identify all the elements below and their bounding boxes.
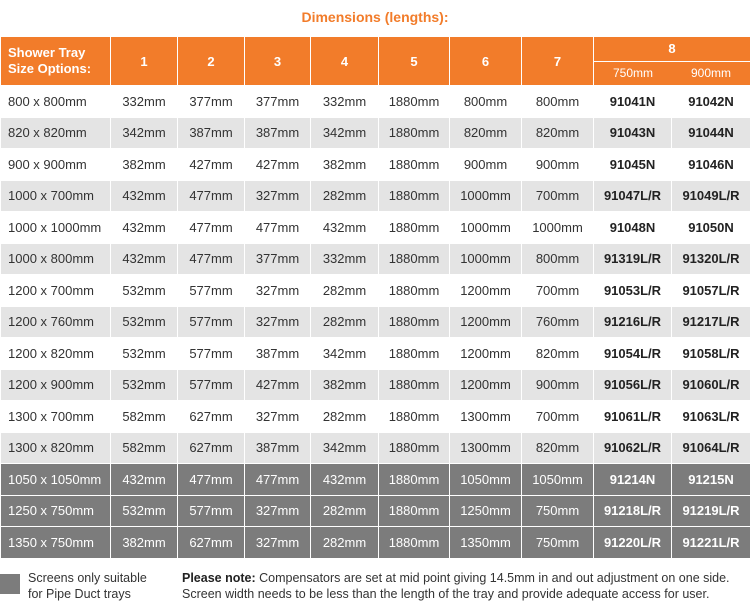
dimension-4-cell: 342mm	[311, 338, 379, 370]
dimension-5-cell: 1880mm	[379, 432, 450, 464]
product-code-750-cell: 91062L/R	[594, 432, 672, 464]
page-title: Dimensions (lengths):	[301, 9, 449, 25]
dimension-4-cell: 432mm	[311, 212, 379, 244]
dimension-6-cell: 1350mm	[450, 527, 522, 559]
dimension-5-cell: 1880mm	[379, 464, 450, 496]
dimension-3-cell: 387mm	[245, 338, 311, 370]
dimension-3-cell: 327mm	[245, 401, 311, 433]
dimension-2-cell: 477mm	[178, 464, 245, 496]
dimension-1-cell: 332mm	[111, 86, 178, 118]
dimension-1-cell: 342mm	[111, 117, 178, 149]
table-row	[1, 306, 750, 338]
dimension-3-cell: 327mm	[245, 495, 311, 527]
product-code-750-cell: 91061L/R	[594, 401, 672, 433]
dimension-5-cell: 1880mm	[379, 180, 450, 212]
dimension-1-cell: 532mm	[111, 275, 178, 307]
product-code-900-cell: 91063L/R	[672, 401, 750, 433]
legend-swatch	[0, 574, 20, 594]
dimension-7-cell: 760mm	[522, 306, 594, 338]
dimension-3-cell: 377mm	[245, 86, 311, 118]
table-body	[1, 86, 750, 559]
dimension-4-cell: 332mm	[311, 243, 379, 275]
dimension-4-cell: 342mm	[311, 432, 379, 464]
dimension-7-cell: 1050mm	[522, 464, 594, 496]
product-code-750-cell: 91319L/R	[594, 243, 672, 275]
header-col-8-number: 8	[594, 37, 750, 62]
dimension-2-cell: 627mm	[178, 401, 245, 433]
table-row	[1, 401, 750, 433]
legend-text-line2: for Pipe Duct trays	[28, 587, 131, 601]
table-row	[1, 464, 750, 496]
dimension-2-cell: 577mm	[178, 275, 245, 307]
dimension-2-cell: 377mm	[178, 86, 245, 118]
table-row	[1, 432, 750, 464]
dimension-4-cell: 382mm	[311, 369, 379, 401]
dimension-3-cell: 377mm	[245, 243, 311, 275]
dimension-2-cell: 387mm	[178, 117, 245, 149]
dimension-5-cell: 1880mm	[379, 338, 450, 370]
product-code-750-cell: 91214N	[594, 464, 672, 496]
table-row	[1, 275, 750, 307]
dimension-4-cell: 282mm	[311, 401, 379, 433]
dimension-1-cell: 582mm	[111, 432, 178, 464]
size-option-cell: 1350 x 750mm	[1, 527, 111, 559]
dimension-5-cell: 1880mm	[379, 117, 450, 149]
dimension-7-cell: 900mm	[522, 149, 594, 181]
dimension-2-cell: 627mm	[178, 527, 245, 559]
product-code-900-cell: 91320L/R	[672, 243, 750, 275]
dimensions-table	[0, 36, 750, 559]
dimension-2-cell: 577mm	[178, 369, 245, 401]
table-row	[1, 338, 750, 370]
dimension-4-cell: 342mm	[311, 117, 379, 149]
dimension-2-cell: 577mm	[178, 338, 245, 370]
product-code-900-cell: 91057L/R	[672, 275, 750, 307]
dimension-6-cell: 1000mm	[450, 243, 522, 275]
dimension-2-cell: 577mm	[178, 495, 245, 527]
dimension-1-cell: 532mm	[111, 495, 178, 527]
dimension-5-cell: 1880mm	[379, 212, 450, 244]
dimension-7-cell: 1000mm	[522, 212, 594, 244]
product-code-900-cell: 91064L/R	[672, 432, 750, 464]
product-code-750-cell: 91218L/R	[594, 495, 672, 527]
product-code-900-cell: 91217L/R	[672, 306, 750, 338]
table-row	[1, 212, 750, 244]
dimension-3-cell: 387mm	[245, 432, 311, 464]
dimension-3-cell: 477mm	[245, 212, 311, 244]
header-col-4: 4	[311, 37, 379, 86]
product-code-900-cell: 91219L/R	[672, 495, 750, 527]
dimension-5-cell: 1880mm	[379, 527, 450, 559]
dimension-2-cell: 477mm	[178, 212, 245, 244]
product-code-750-cell: 91053L/R	[594, 275, 672, 307]
dimension-7-cell: 900mm	[522, 369, 594, 401]
product-code-900-cell: 91044N	[672, 117, 750, 149]
header-col-8	[594, 37, 750, 86]
size-option-cell: 1000 x 1000mm	[1, 212, 111, 244]
dimension-5-cell: 1880mm	[379, 149, 450, 181]
dimension-1-cell: 432mm	[111, 212, 178, 244]
dimension-1-cell: 382mm	[111, 527, 178, 559]
product-code-750-cell: 91220L/R	[594, 527, 672, 559]
table-row	[1, 369, 750, 401]
dimension-6-cell: 1000mm	[450, 180, 522, 212]
dimension-7-cell: 700mm	[522, 180, 594, 212]
size-option-cell: 820 x 820mm	[1, 117, 111, 149]
dimension-7-cell: 750mm	[522, 527, 594, 559]
size-option-cell: 800 x 800mm	[1, 86, 111, 118]
table-row	[1, 495, 750, 527]
size-option-cell: 1200 x 820mm	[1, 338, 111, 370]
dimension-7-cell: 820mm	[522, 432, 594, 464]
product-code-750-cell: 91048N	[594, 212, 672, 244]
dimension-6-cell: 1300mm	[450, 432, 522, 464]
dimension-6-cell: 1300mm	[450, 401, 522, 433]
note	[182, 570, 750, 602]
size-option-cell: 1000 x 800mm	[1, 243, 111, 275]
dimension-2-cell: 627mm	[178, 432, 245, 464]
dimension-2-cell: 477mm	[178, 180, 245, 212]
dimension-1-cell: 582mm	[111, 401, 178, 433]
dimension-6-cell: 900mm	[450, 149, 522, 181]
header-col-5: 5	[379, 37, 450, 86]
size-option-cell: 1300 x 700mm	[1, 401, 111, 433]
dimension-4-cell: 382mm	[311, 149, 379, 181]
dimension-5-cell: 1880mm	[379, 369, 450, 401]
dimension-4-cell: 282mm	[311, 495, 379, 527]
header-sub-750: 750mm	[612, 66, 653, 80]
dimension-6-cell: 1200mm	[450, 369, 522, 401]
header-row	[1, 37, 750, 86]
dimension-6-cell: 1200mm	[450, 306, 522, 338]
size-option-cell: 1300 x 820mm	[1, 432, 111, 464]
product-code-750-cell: 91216L/R	[594, 306, 672, 338]
header-col-7: 7	[522, 37, 594, 86]
dimension-6-cell: 1200mm	[450, 338, 522, 370]
dimension-7-cell: 820mm	[522, 338, 594, 370]
dimension-4-cell: 282mm	[311, 180, 379, 212]
table-row	[1, 527, 750, 559]
product-code-900-cell: 91050N	[672, 212, 750, 244]
header-col-6: 6	[450, 37, 522, 86]
dimension-7-cell: 700mm	[522, 401, 594, 433]
size-option-cell: 1200 x 760mm	[1, 306, 111, 338]
dimension-3-cell: 477mm	[245, 464, 311, 496]
dimension-7-cell: 800mm	[522, 86, 594, 118]
dimension-3-cell: 327mm	[245, 527, 311, 559]
product-code-900-cell: 91046N	[672, 149, 750, 181]
dimension-6-cell: 1200mm	[450, 275, 522, 307]
size-option-cell: 1200 x 900mm	[1, 369, 111, 401]
dimension-3-cell: 327mm	[245, 275, 311, 307]
dimension-4-cell: 282mm	[311, 275, 379, 307]
table-row	[1, 243, 750, 275]
dimension-2-cell: 427mm	[178, 149, 245, 181]
dimension-6-cell: 1050mm	[450, 464, 522, 496]
size-option-cell: 1050 x 1050mm	[1, 464, 111, 496]
product-code-900-cell: 91221L/R	[672, 527, 750, 559]
dimension-1-cell: 432mm	[111, 243, 178, 275]
header-sub-900: 900mm	[690, 66, 731, 80]
dimension-7-cell: 750mm	[522, 495, 594, 527]
dimension-1-cell: 432mm	[111, 180, 178, 212]
dimension-5-cell: 1880mm	[379, 306, 450, 338]
dimension-7-cell: 800mm	[522, 243, 594, 275]
header-size-label-line1: Shower Tray	[8, 45, 86, 60]
table-row	[1, 117, 750, 149]
dimension-7-cell: 820mm	[522, 117, 594, 149]
dimension-1-cell: 532mm	[111, 338, 178, 370]
size-option-cell: 1200 x 700mm	[1, 275, 111, 307]
product-code-900-cell: 91060L/R	[672, 369, 750, 401]
product-code-900-cell: 91042N	[672, 86, 750, 118]
product-code-750-cell: 91045N	[594, 149, 672, 181]
dimension-2-cell: 477mm	[178, 243, 245, 275]
note-label: Please note:	[182, 571, 256, 585]
legend-text	[28, 570, 178, 602]
header-col-1: 1	[111, 37, 178, 86]
note-line2: Screen width needs to be less than the length of the tray and provide adequate access for user.	[182, 587, 710, 601]
product-code-900-cell: 91058L/R	[672, 338, 750, 370]
product-code-750-cell: 91043N	[594, 117, 672, 149]
dimension-6-cell: 1000mm	[450, 212, 522, 244]
dimension-1-cell: 382mm	[111, 149, 178, 181]
header-size-options	[1, 37, 111, 86]
table-row	[1, 180, 750, 212]
dimension-4-cell: 282mm	[311, 527, 379, 559]
header-col-2: 2	[178, 37, 245, 86]
header-size-label-line2: Size Options:	[8, 61, 92, 76]
dimension-3-cell: 427mm	[245, 149, 311, 181]
product-code-750-cell: 91041N	[594, 86, 672, 118]
table-row	[1, 86, 750, 118]
dimension-3-cell: 327mm	[245, 180, 311, 212]
dimension-4-cell: 282mm	[311, 306, 379, 338]
dimension-1-cell: 432mm	[111, 464, 178, 496]
header-col-3: 3	[245, 37, 311, 86]
product-code-900-cell: 91215N	[672, 464, 750, 496]
size-option-cell: 900 x 900mm	[1, 149, 111, 181]
note-line1: Compensators are set at mid point giving 14.5mm in and out adjustment on one side.	[255, 571, 730, 585]
dimension-3-cell: 327mm	[245, 306, 311, 338]
dimension-2-cell: 577mm	[178, 306, 245, 338]
dimension-6-cell: 800mm	[450, 86, 522, 118]
dimension-4-cell: 432mm	[311, 464, 379, 496]
dimension-5-cell: 1880mm	[379, 86, 450, 118]
dimension-3-cell: 387mm	[245, 117, 311, 149]
dimension-5-cell: 1880mm	[379, 243, 450, 275]
legend-text-line1: Screens only suitable	[28, 571, 147, 585]
dimension-5-cell: 1880mm	[379, 401, 450, 433]
size-option-cell: 1000 x 700mm	[1, 180, 111, 212]
product-code-900-cell: 91049L/R	[672, 180, 750, 212]
dimension-6-cell: 1250mm	[450, 495, 522, 527]
product-code-750-cell: 91056L/R	[594, 369, 672, 401]
dimension-5-cell: 1880mm	[379, 275, 450, 307]
dimension-1-cell: 532mm	[111, 369, 178, 401]
dimension-7-cell: 700mm	[522, 275, 594, 307]
product-code-750-cell: 91054L/R	[594, 338, 672, 370]
table-row	[1, 149, 750, 181]
dimension-4-cell: 332mm	[311, 86, 379, 118]
dimension-3-cell: 427mm	[245, 369, 311, 401]
dimension-1-cell: 532mm	[111, 306, 178, 338]
dimension-5-cell: 1880mm	[379, 495, 450, 527]
size-option-cell: 1250 x 750mm	[1, 495, 111, 527]
product-code-750-cell: 91047L/R	[594, 180, 672, 212]
dimension-6-cell: 820mm	[450, 117, 522, 149]
